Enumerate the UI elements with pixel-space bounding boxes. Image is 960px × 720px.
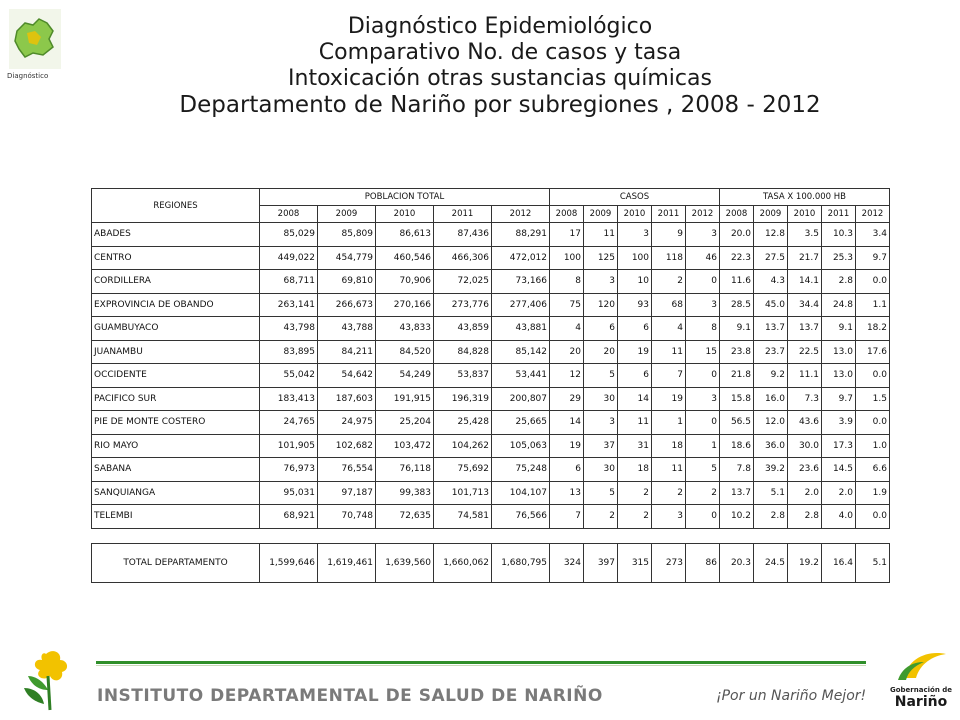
table-row [92, 246, 890, 270]
pob-cell: 102,682 [318, 434, 376, 458]
pob-cell: 104,262 [434, 434, 492, 458]
tasa-cell: 14.1 [788, 270, 822, 294]
casos-cell: 12 [550, 364, 584, 388]
year-header: 2011 [822, 206, 856, 223]
casos-cell: 125 [584, 246, 618, 270]
pob-cell: 54,642 [318, 364, 376, 388]
casos-cell: 2 [618, 481, 652, 505]
pob-cell: 76,566 [492, 505, 550, 529]
pob-cell: 24,975 [318, 411, 376, 435]
pob-cell: 76,554 [318, 458, 376, 482]
pob-cell: 76,118 [376, 458, 434, 482]
pob-cell: 200,807 [492, 387, 550, 411]
table-row [92, 317, 890, 341]
casos-cell: 14 [550, 411, 584, 435]
casos-cell: 1 [686, 434, 720, 458]
pob-cell: 1,639,560 [376, 543, 434, 582]
casos-cell: 6 [618, 317, 652, 341]
tasa-cell: 2.8 [788, 505, 822, 529]
casos-cell: 37 [584, 434, 618, 458]
tasa-cell: 18.6 [720, 434, 754, 458]
table-row [92, 340, 890, 364]
casos-cell: 93 [618, 293, 652, 317]
tasa-cell: 22.5 [788, 340, 822, 364]
pob-cell: 43,859 [434, 317, 492, 341]
casos-cell: 5 [584, 364, 618, 388]
casos-cell: 7 [550, 505, 584, 529]
pob-cell: 25,204 [376, 411, 434, 435]
casos-cell: 30 [584, 458, 618, 482]
casos-cell: 8 [550, 270, 584, 294]
tasa-cell: 3.5 [788, 223, 822, 247]
pob-cell: 69,810 [318, 270, 376, 294]
tasa-cell: 10.3 [822, 223, 856, 247]
casos-cell: 1 [652, 411, 686, 435]
brand-big: Nariño [894, 694, 948, 710]
flower-logo-icon [18, 646, 78, 712]
table-row [92, 364, 890, 388]
year-header: 2009 [318, 206, 376, 223]
year-header: 2012 [492, 206, 550, 223]
casos-cell: 0 [686, 364, 720, 388]
casos-cell: 0 [686, 411, 720, 435]
pob-cell: 105,063 [492, 434, 550, 458]
tasa-cell: 30.0 [788, 434, 822, 458]
pob-cell: 273,776 [434, 293, 492, 317]
pob-cell: 25,428 [434, 411, 492, 435]
tasa-cell: 13.0 [822, 364, 856, 388]
casos-cell: 3 [584, 411, 618, 435]
table-row [92, 270, 890, 294]
casos-cell: 100 [550, 246, 584, 270]
tasa-cell: 2.0 [822, 481, 856, 505]
tasa-cell: 36.0 [754, 434, 788, 458]
casos-cell: 17 [550, 223, 584, 247]
casos-cell: 11 [652, 458, 686, 482]
tasa-cell: 5.1 [856, 543, 890, 582]
region-cell: CENTRO [92, 246, 260, 270]
tasa-cell: 18.2 [856, 317, 890, 341]
casos-cell: 19 [550, 434, 584, 458]
casos-cell: 118 [652, 246, 686, 270]
pob-cell: 85,809 [318, 223, 376, 247]
tasa-cell: 24.5 [754, 543, 788, 582]
casos-cell: 11 [584, 223, 618, 247]
casos-cell: 273 [652, 543, 686, 582]
region-cell: SABANA [92, 458, 260, 482]
casos-cell: 18 [618, 458, 652, 482]
pob-cell: 101,713 [434, 481, 492, 505]
tasa-cell: 5.1 [754, 481, 788, 505]
table-row [92, 293, 890, 317]
region-cell: PACIFICO SUR [92, 387, 260, 411]
logo-caption: Diagnóstico [7, 72, 49, 80]
pob-cell: 83,895 [260, 340, 318, 364]
pob-cell: 277,406 [492, 293, 550, 317]
region-cell: GUAMBUYACO [92, 317, 260, 341]
casos-cell: 3 [652, 505, 686, 529]
institute-logo [18, 646, 78, 712]
pob-cell: 43,833 [376, 317, 434, 341]
casos-cell: 9 [652, 223, 686, 247]
tasa-cell: 6.6 [856, 458, 890, 482]
pob-cell: 1,660,062 [434, 543, 492, 582]
pob-cell: 99,383 [376, 481, 434, 505]
title-line-2: Comparativo No. de casos y tasa [318, 40, 682, 65]
table-row [92, 481, 890, 505]
tasa-cell: 12.0 [754, 411, 788, 435]
casos-cell: 315 [618, 543, 652, 582]
institution-name: INSTITUTO DEPARTAMENTAL DE SALUD DE NARIÑO [97, 686, 603, 706]
casos-cell: 6 [584, 317, 618, 341]
pob-cell: 187,603 [318, 387, 376, 411]
pob-cell: 72,025 [434, 270, 492, 294]
casos-cell: 2 [618, 505, 652, 529]
casos-cell: 30 [584, 387, 618, 411]
tasa-cell: 34.4 [788, 293, 822, 317]
tasa-cell: 11.1 [788, 364, 822, 388]
casos-cell: 18 [652, 434, 686, 458]
table-row [92, 223, 890, 247]
pob-cell: 196,319 [434, 387, 492, 411]
pob-cell: 85,142 [492, 340, 550, 364]
casos-cell: 2 [652, 481, 686, 505]
casos-cell: 8 [686, 317, 720, 341]
year-header: 2010 [788, 206, 822, 223]
tasa-cell: 16.4 [822, 543, 856, 582]
casos-cell: 4 [550, 317, 584, 341]
pob-cell: 72,635 [376, 505, 434, 529]
pob-cell: 74,581 [434, 505, 492, 529]
tasa-cell: 13.7 [720, 481, 754, 505]
tasa-cell: 0.0 [856, 364, 890, 388]
region-cell: PIE DE MONTE COSTERO [92, 411, 260, 435]
pob-cell: 460,546 [376, 246, 434, 270]
tasa-cell: 1.9 [856, 481, 890, 505]
casos-cell: 13 [550, 481, 584, 505]
pob-cell: 68,711 [260, 270, 318, 294]
pob-cell: 70,906 [376, 270, 434, 294]
table-row [92, 411, 890, 435]
pob-cell: 54,249 [376, 364, 434, 388]
tasa-cell: 17.3 [822, 434, 856, 458]
table-row [92, 434, 890, 458]
casos-cell: 75 [550, 293, 584, 317]
casos-cell: 86 [686, 543, 720, 582]
pob-cell: 73,166 [492, 270, 550, 294]
pob-cell: 43,788 [318, 317, 376, 341]
pob-cell: 97,187 [318, 481, 376, 505]
tasa-cell: 27.5 [754, 246, 788, 270]
pob-cell: 84,828 [434, 340, 492, 364]
tasa-cell: 43.6 [788, 411, 822, 435]
casos-cell: 6 [618, 364, 652, 388]
title-line-4: Departamento de Nariño por subregiones , 2008 - 2012 [179, 92, 821, 118]
tasa-cell: 45.0 [754, 293, 788, 317]
tasa-cell: 7.3 [788, 387, 822, 411]
total-row [92, 543, 890, 582]
tasa-cell: 21.7 [788, 246, 822, 270]
pob-cell: 449,022 [260, 246, 318, 270]
brand-small: Gobernación de [889, 686, 952, 694]
casos-cell: 0 [686, 505, 720, 529]
year-header: 2011 [652, 206, 686, 223]
year-header: 2009 [754, 206, 788, 223]
tasa-cell: 25.3 [822, 246, 856, 270]
title-line-3: Intoxicación otras sustancias químicas [288, 66, 712, 91]
region-cell: CORDILLERA [92, 270, 260, 294]
gobernacion-text [888, 684, 954, 708]
table-row [92, 387, 890, 411]
tasa-cell: 12.8 [754, 223, 788, 247]
tasa-cell: 23.6 [788, 458, 822, 482]
casos-cell: 20 [550, 340, 584, 364]
casos-cell: 19 [618, 340, 652, 364]
pob-cell: 1,619,461 [318, 543, 376, 582]
pob-cell: 84,520 [376, 340, 434, 364]
tasa-cell: 7.8 [720, 458, 754, 482]
year-header: 2010 [618, 206, 652, 223]
casos-cell: 29 [550, 387, 584, 411]
spacer-cell [92, 528, 890, 543]
tasa-cell: 23.8 [720, 340, 754, 364]
tasa-cell: 3.9 [822, 411, 856, 435]
casos-cell: 3 [584, 270, 618, 294]
pob-cell: 103,472 [376, 434, 434, 458]
casos-cell: 2 [584, 505, 618, 529]
casos-cell: 2 [686, 481, 720, 505]
pob-cell: 266,673 [318, 293, 376, 317]
casos-cell: 15 [686, 340, 720, 364]
footer-divider [96, 661, 866, 664]
casos-cell: 7 [652, 364, 686, 388]
tasa-cell: 9.1 [720, 317, 754, 341]
title-line-1: Diagnóstico Epidemiológico [347, 14, 653, 39]
casos-cell: 14 [618, 387, 652, 411]
pob-cell: 43,881 [492, 317, 550, 341]
region-cell: TOTAL DEPARTAMENTO [92, 543, 260, 582]
header-poblacion: POBLACION TOTAL [260, 189, 550, 206]
tasa-cell: 13.0 [822, 340, 856, 364]
pob-cell: 183,413 [260, 387, 318, 411]
pob-cell: 53,837 [434, 364, 492, 388]
casos-cell: 5 [686, 458, 720, 482]
pob-cell: 472,012 [492, 246, 550, 270]
tasa-cell: 16.0 [754, 387, 788, 411]
pob-cell: 191,915 [376, 387, 434, 411]
tasa-cell: 20.3 [720, 543, 754, 582]
pob-cell: 76,973 [260, 458, 318, 482]
pob-cell: 25,665 [492, 411, 550, 435]
casos-cell: 31 [618, 434, 652, 458]
casos-cell: 3 [618, 223, 652, 247]
pob-cell: 88,291 [492, 223, 550, 247]
pob-cell: 24,765 [260, 411, 318, 435]
pob-cell: 263,141 [260, 293, 318, 317]
tasa-cell: 0.0 [856, 411, 890, 435]
casos-cell: 11 [652, 340, 686, 364]
pob-cell: 1,599,646 [260, 543, 318, 582]
tasa-cell: 15.8 [720, 387, 754, 411]
casos-cell: 3 [686, 387, 720, 411]
casos-cell: 6 [550, 458, 584, 482]
year-header: 2012 [856, 206, 890, 223]
tasa-cell: 13.7 [754, 317, 788, 341]
casos-cell: 10 [618, 270, 652, 294]
footer-divider-thin [96, 665, 866, 666]
casos-cell: 5 [584, 481, 618, 505]
pob-cell: 75,248 [492, 458, 550, 482]
casos-cell: 68 [652, 293, 686, 317]
region-cell: TELEMBI [92, 505, 260, 529]
year-header: 2008 [260, 206, 318, 223]
gobernacion-emblem-icon [884, 644, 956, 684]
year-header: 2008 [550, 206, 584, 223]
casos-cell: 20 [584, 340, 618, 364]
tasa-cell: 56.5 [720, 411, 754, 435]
pob-cell: 104,107 [492, 481, 550, 505]
pob-cell: 270,166 [376, 293, 434, 317]
table-row [92, 505, 890, 529]
pob-cell: 84,211 [318, 340, 376, 364]
pob-cell: 454,779 [318, 246, 376, 270]
casos-cell: 0 [686, 270, 720, 294]
tasa-cell: 0.0 [856, 505, 890, 529]
casos-cell: 120 [584, 293, 618, 317]
casos-cell: 19 [652, 387, 686, 411]
tasa-cell: 1.1 [856, 293, 890, 317]
pob-cell: 87,436 [434, 223, 492, 247]
footer-slogan: ¡Por un Nariño Mejor! [716, 688, 867, 704]
tasa-cell: 21.8 [720, 364, 754, 388]
diagnostico-logo [9, 9, 61, 69]
pob-cell: 55,042 [260, 364, 318, 388]
casos-cell: 46 [686, 246, 720, 270]
tasa-cell: 4.3 [754, 270, 788, 294]
spacer-row [92, 528, 890, 543]
pob-cell: 86,613 [376, 223, 434, 247]
tasa-cell: 13.7 [788, 317, 822, 341]
pob-cell: 466,306 [434, 246, 492, 270]
year-header: 2011 [434, 206, 492, 223]
tasa-cell: 9.7 [822, 387, 856, 411]
casos-cell: 324 [550, 543, 584, 582]
casos-cell: 3 [686, 223, 720, 247]
tasa-cell: 39.2 [754, 458, 788, 482]
pob-cell: 75,692 [434, 458, 492, 482]
casos-cell: 4 [652, 317, 686, 341]
tasa-cell: 22.3 [720, 246, 754, 270]
tasa-cell: 24.8 [822, 293, 856, 317]
page-title [100, 14, 900, 118]
tasa-cell: 28.5 [720, 293, 754, 317]
region-cell: OCCIDENTE [92, 364, 260, 388]
tasa-cell: 23.7 [754, 340, 788, 364]
pob-cell: 70,748 [318, 505, 376, 529]
tasa-cell: 17.6 [856, 340, 890, 364]
epidemiology-table [91, 188, 890, 583]
casos-cell: 2 [652, 270, 686, 294]
region-cell: SANQUIANGA [92, 481, 260, 505]
tasa-cell: 2.8 [754, 505, 788, 529]
pob-cell: 1,680,795 [492, 543, 550, 582]
tasa-cell: 1.5 [856, 387, 890, 411]
casos-cell: 100 [618, 246, 652, 270]
pob-cell: 68,921 [260, 505, 318, 529]
tasa-cell: 10.2 [720, 505, 754, 529]
region-cell: JUANAMBU [92, 340, 260, 364]
tasa-cell: 0.0 [856, 270, 890, 294]
header-casos: CASOS [550, 189, 720, 206]
pob-cell: 43,798 [260, 317, 318, 341]
tasa-cell: 3.4 [856, 223, 890, 247]
tasa-cell: 9.2 [754, 364, 788, 388]
pob-cell: 95,031 [260, 481, 318, 505]
pob-cell: 85,029 [260, 223, 318, 247]
tasa-cell: 9.7 [856, 246, 890, 270]
year-header: 2012 [686, 206, 720, 223]
tasa-cell: 11.6 [720, 270, 754, 294]
tasa-cell: 14.5 [822, 458, 856, 482]
pob-cell: 53,441 [492, 364, 550, 388]
tasa-cell: 1.0 [856, 434, 890, 458]
map-logo-icon [9, 9, 61, 69]
header-tasa: TASA X 100.000 HB [720, 189, 890, 206]
year-header: 2010 [376, 206, 434, 223]
tasa-cell: 9.1 [822, 317, 856, 341]
tasa-cell: 19.2 [788, 543, 822, 582]
casos-cell: 3 [686, 293, 720, 317]
year-header: 2009 [584, 206, 618, 223]
region-cell: EXPROVINCIA DE OBANDO [92, 293, 260, 317]
header-regions: REGIONES [92, 189, 260, 223]
year-header: 2008 [720, 206, 754, 223]
table-row [92, 458, 890, 482]
region-cell: RIO MAYO [92, 434, 260, 458]
pob-cell: 101,905 [260, 434, 318, 458]
region-cell: ABADES [92, 223, 260, 247]
casos-cell: 397 [584, 543, 618, 582]
tasa-cell: 20.0 [720, 223, 754, 247]
tasa-cell: 4.0 [822, 505, 856, 529]
tasa-cell: 2.8 [822, 270, 856, 294]
tasa-cell: 2.0 [788, 481, 822, 505]
casos-cell: 11 [618, 411, 652, 435]
